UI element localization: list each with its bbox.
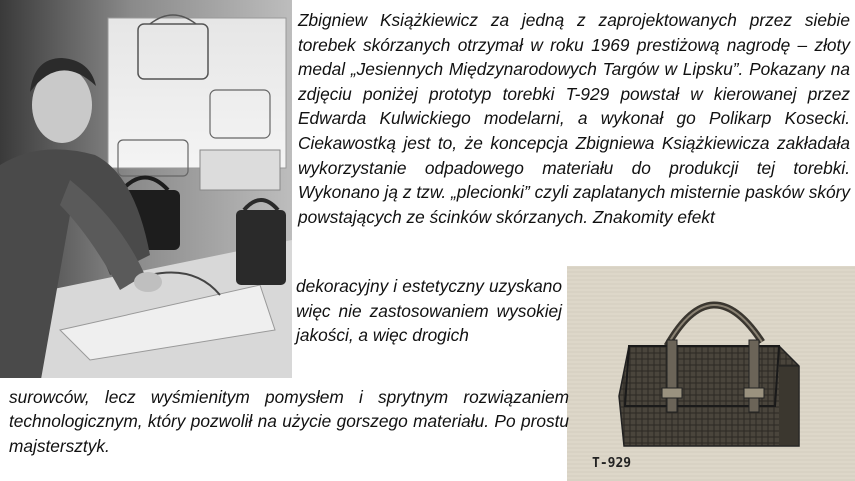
designer-photo-illustration bbox=[0, 0, 292, 378]
article-paragraph-middle: dekoracyjny i estetyczny uzyskano więc nie zastosowaniem wysokiej jakości, a więc drogich bbox=[296, 276, 562, 346]
handbag-photo bbox=[567, 266, 855, 481]
handbag-illustration bbox=[567, 266, 855, 481]
handbag-model-label: T-929 bbox=[592, 456, 632, 471]
designer-photo bbox=[0, 0, 292, 378]
article-paragraph-top: Zbigniew Książkiewicz za jedną z zaprojektowanych przez siebie torebek skórzanych otrzymał w roku 1969 prestiżową nagrodę – złoty medal „Jesiennych Międzynarodowych Targów w Lipsku”. Pokazany na zdjęciu poniżej prototyp torebki T-929 powstał w kierowanej przez Edwarda Kulwickiego modelarni, a wykonał go Polikarp Kosecki. Ciekawostką jest to, że koncepcja Zbigniewa Książkiewicza zakładała wykorzystanie odpadowego materiału do produkcji tej torebki. Wykonano ją z tzw. „plecionki” czyli zaplatanych misternie pasków skóry powstających ze ścinków skórzanych. Znakomity efekt bbox=[298, 10, 850, 227]
article-paragraph-bottom: surowców, lecz wyśmienitym pomysłem i sprytnym rozwiązaniem technologicznym, który pozwolił na użycie gorszego materiału. Po prostu majstersztyk. bbox=[9, 387, 569, 456]
